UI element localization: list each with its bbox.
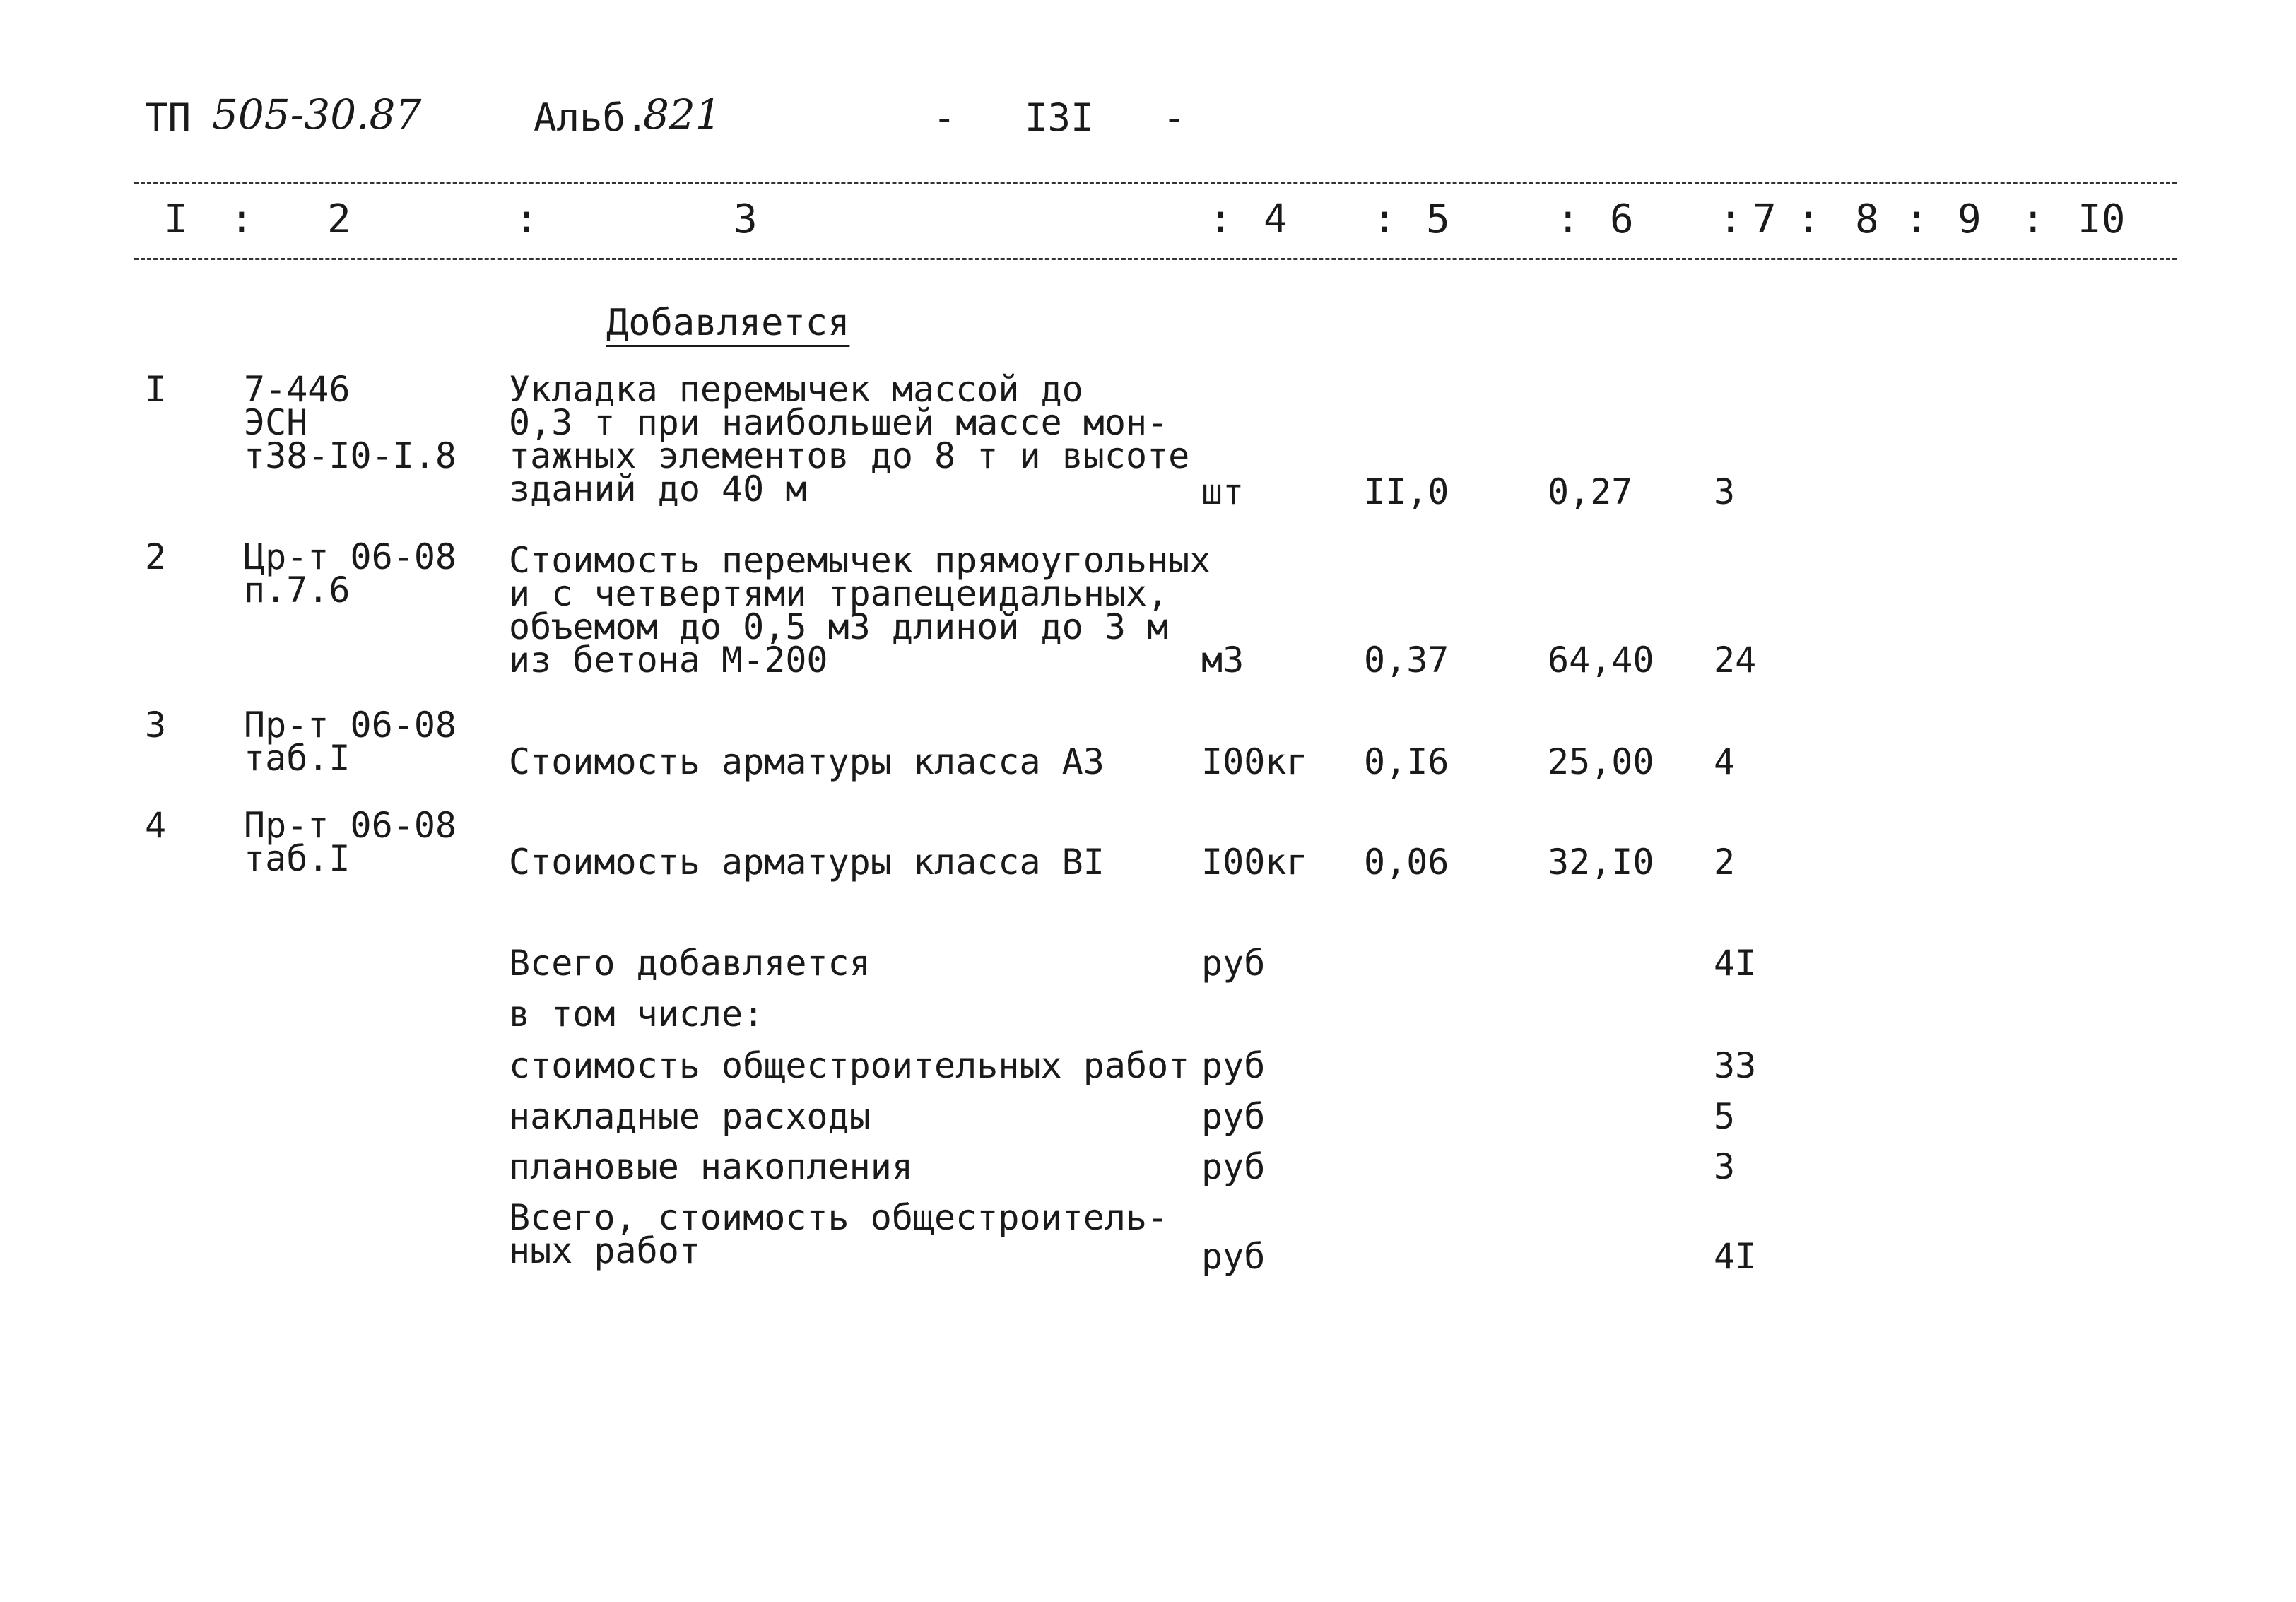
- row-desc-line: 0,3 т при наибольшей массе мон-: [509, 402, 1169, 443]
- col-sep: :: [1556, 196, 1580, 242]
- row-unit: шт: [1201, 471, 1244, 512]
- col-sep: :: [1904, 196, 1929, 242]
- row-code-line: Пр-т 06-08: [244, 705, 457, 746]
- row-total: 24: [1714, 640, 1757, 681]
- row-code-line: ЭСН: [244, 402, 308, 443]
- summary-label: накладные расходы: [509, 1096, 871, 1137]
- row-price: 25,00: [1548, 741, 1654, 782]
- col-sep: :: [1372, 196, 1396, 242]
- summary-total: 4I: [1714, 1236, 1757, 1277]
- row-total: 2: [1714, 842, 1736, 883]
- summary-label-cont: ных работ: [509, 1230, 700, 1271]
- row-desc-line: Стоимость перемычек прямоугольных: [509, 540, 1211, 581]
- summary-unit: руб: [1201, 943, 1266, 984]
- row-qty: 0,I6: [1364, 741, 1449, 782]
- row-number: 2: [145, 536, 167, 577]
- row-code-line: 7-446: [244, 369, 351, 410]
- tp-number: 505-30.87: [212, 90, 422, 139]
- col-9: 9: [1958, 196, 1982, 242]
- row-qty: 0,37: [1364, 640, 1449, 681]
- row-code-line: таб.I: [244, 838, 351, 879]
- col-sep: :: [1208, 196, 1232, 242]
- row-qty: 0,06: [1364, 842, 1449, 883]
- row-price: 32,I0: [1548, 842, 1654, 883]
- summary-unit: руб: [1201, 1045, 1266, 1086]
- top-rule: [134, 182, 2177, 184]
- row-number: 3: [145, 705, 167, 746]
- row-desc-line: из бетона М-200: [509, 640, 828, 681]
- row-price: 64,40: [1548, 640, 1654, 681]
- summary-label: Всего добавляется: [509, 943, 871, 984]
- row-code-line: Пр-т 06-08: [244, 805, 457, 846]
- page-number: - I3I -: [933, 95, 1186, 140]
- row-price: 0,27: [1548, 471, 1633, 512]
- row-desc-line: тажных элементов до 8 т и высоте: [509, 435, 1190, 476]
- bottom-rule: [134, 258, 2177, 260]
- row-total: 4: [1714, 741, 1736, 782]
- summary-unit: руб: [1201, 1146, 1266, 1187]
- col-sep: :: [1796, 196, 1820, 242]
- tp-prefix: ТП: [145, 95, 192, 140]
- summary-label: стоимость общестроительных работ: [509, 1045, 1190, 1086]
- col-sep: :: [230, 196, 254, 242]
- summary-label: Всего, стоимость общестроитель-: [509, 1197, 1169, 1238]
- summary-unit: руб: [1201, 1236, 1266, 1277]
- row-total: 3: [1714, 471, 1736, 512]
- section-title: Добавляется: [606, 302, 850, 344]
- row-number: 4: [145, 805, 167, 846]
- col-3: 3: [734, 196, 758, 242]
- row-code-line: т38-I0-I.8: [244, 435, 457, 476]
- summary-total: 5: [1714, 1096, 1736, 1137]
- row-unit: I00кг: [1201, 842, 1308, 883]
- row-qty: II,0: [1364, 471, 1449, 512]
- row-desc-line: Стоимость арматуры класса А3: [509, 741, 1105, 782]
- col-sep: :: [1719, 196, 1743, 242]
- row-unit: I00кг: [1201, 741, 1308, 782]
- row-desc-line: объемом до 0,5 м3 длиной до 3 м: [509, 606, 1169, 647]
- row-code-line: таб.I: [244, 738, 351, 779]
- row-desc-line: Укладка перемычек массой до: [509, 369, 1083, 410]
- row-unit: м3: [1201, 640, 1244, 681]
- col-10: I0: [2078, 196, 2126, 242]
- col-4: 4: [1264, 196, 1288, 242]
- col-sep: :: [514, 196, 538, 242]
- col-5: 5: [1426, 196, 1450, 242]
- summary-total: 33: [1714, 1045, 1757, 1086]
- summary-total: 4I: [1714, 943, 1757, 984]
- row-number: I: [145, 369, 167, 410]
- col-sep: :: [2021, 196, 2045, 242]
- row-desc-line: зданий до 40 м: [509, 469, 807, 510]
- col-1: I: [164, 196, 188, 242]
- row-code-line: Цр-т 06-08: [244, 536, 457, 577]
- row-desc-line: и с четвертями трапецеидальных,: [509, 573, 1169, 614]
- row-desc-line: Стоимость арматуры класса BI: [509, 842, 1105, 883]
- col-2: 2: [327, 196, 351, 242]
- col-8: 8: [1855, 196, 1879, 242]
- album-number: 821: [643, 90, 722, 139]
- summary-unit: руб: [1201, 1096, 1266, 1137]
- col-7: 7: [1753, 196, 1777, 242]
- summary-total: 3: [1714, 1146, 1736, 1187]
- summary-label: плановые накопления: [509, 1146, 913, 1187]
- summary-label: в том числе:: [509, 994, 765, 1035]
- row-code-line: п.7.6: [244, 570, 351, 611]
- album-prefix: Альб.: [534, 95, 649, 140]
- col-6: 6: [1610, 196, 1634, 242]
